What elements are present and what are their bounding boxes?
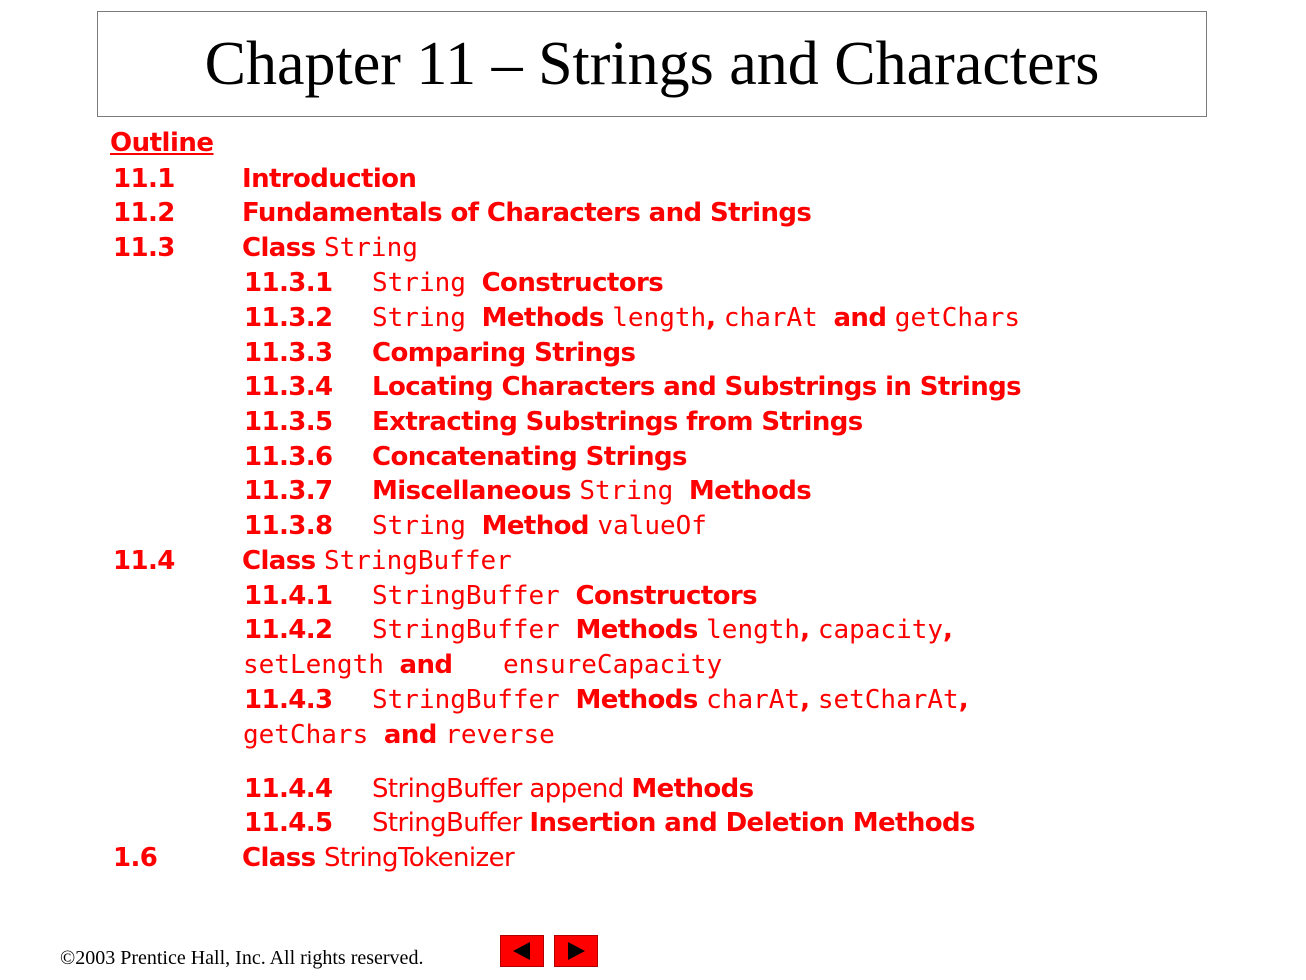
section-number: 11.3 bbox=[113, 233, 175, 263]
slide-title: Chapter 11 – Strings and Characters bbox=[204, 29, 1100, 98]
plain-text: StringBuffer bbox=[372, 808, 530, 838]
section-number: 11.3.1 bbox=[244, 268, 333, 298]
section-number: 11.4 bbox=[113, 546, 175, 576]
section-number: 11.2 bbox=[113, 198, 175, 228]
section-text: and bbox=[383, 720, 446, 750]
code-text: StringBuffer bbox=[372, 615, 576, 645]
section-number: 11.3.2 bbox=[244, 303, 333, 333]
section-number: 11.1 bbox=[113, 164, 175, 194]
section-text: Methods bbox=[481, 303, 613, 333]
code-text: StringBuffer bbox=[323, 546, 512, 576]
triangle-left-icon bbox=[501, 936, 543, 966]
code-text: StringBuffer bbox=[372, 581, 576, 611]
code-text: String bbox=[372, 511, 482, 541]
section-text: Constructors bbox=[481, 268, 664, 298]
copyright-footer: ©2003 Prentice Hall, Inc. All rights reserved. bbox=[60, 947, 424, 969]
section-number: 11.4.1 bbox=[244, 581, 333, 611]
triangle-right-icon bbox=[555, 936, 597, 966]
section-number: 11.4.5 bbox=[244, 808, 333, 838]
section-number: 11.4.4 bbox=[244, 774, 333, 804]
prev-slide-button[interactable] bbox=[500, 935, 544, 967]
code-text: length bbox=[706, 615, 801, 645]
section-text: , bbox=[706, 303, 724, 333]
code-text: reverse bbox=[445, 720, 555, 750]
plain-text: StringBuffer append bbox=[372, 774, 632, 804]
code-text: charAt bbox=[706, 685, 801, 715]
code-text: setCharAt bbox=[817, 685, 959, 715]
next-slide-button[interactable] bbox=[554, 935, 598, 967]
section-text: , bbox=[958, 685, 968, 715]
section-number: 11.4.2 bbox=[244, 615, 333, 645]
section-text: , bbox=[800, 685, 818, 715]
section-text: Insertion and Deletion Methods bbox=[529, 808, 975, 838]
section-text: Methods bbox=[631, 774, 754, 804]
section-text: Class bbox=[242, 233, 324, 263]
section-number: 11.3.4 bbox=[244, 372, 333, 402]
section-text: Methods bbox=[575, 615, 707, 645]
section-number: 1.6 bbox=[113, 843, 158, 873]
code-text: capacity bbox=[817, 615, 944, 645]
code-text: StringBuffer bbox=[372, 685, 576, 715]
code-text: String bbox=[579, 476, 689, 506]
section-text: and bbox=[399, 650, 453, 680]
code-text: String bbox=[323, 233, 418, 263]
title-box bbox=[97, 11, 1207, 117]
section-number: 11.3.6 bbox=[244, 442, 333, 472]
section-number: 11.3.3 bbox=[244, 338, 333, 368]
section-text: and bbox=[833, 303, 895, 333]
section-text: Constructors bbox=[575, 581, 757, 611]
section-text: , bbox=[800, 615, 818, 645]
section-title: Concatenating Strings bbox=[372, 442, 687, 472]
code-text: String bbox=[372, 303, 482, 333]
section-text: Method bbox=[481, 511, 598, 541]
section-text: Miscellaneous bbox=[372, 476, 580, 506]
section-number: 11.3.5 bbox=[244, 407, 333, 437]
section-number: 11.4.3 bbox=[244, 685, 333, 715]
code-text: valueOf bbox=[597, 511, 707, 541]
section-text: Class bbox=[242, 843, 324, 873]
section-title: Extracting Substrings from Strings bbox=[372, 407, 863, 437]
section-number: 11.3.8 bbox=[244, 511, 333, 541]
section-title: Fundamentals of Characters and Strings bbox=[242, 198, 812, 228]
outline-label[interactable]: Outline bbox=[110, 128, 214, 158]
code-text: charAt bbox=[723, 303, 834, 333]
code-text: setLength bbox=[243, 650, 400, 680]
code-text: String bbox=[372, 268, 482, 298]
code-text: getChars bbox=[243, 720, 384, 750]
plain-text: StringTokenizer bbox=[323, 843, 515, 873]
code-text: length bbox=[612, 303, 707, 333]
section-text: Class bbox=[242, 546, 324, 576]
section-number: 11.3.7 bbox=[244, 476, 333, 506]
code-text: ensureCapacity bbox=[503, 650, 723, 680]
code-text: getChars bbox=[894, 303, 1021, 333]
section-title: Comparing Strings bbox=[372, 338, 636, 368]
section-text: Methods bbox=[688, 476, 812, 506]
section-title: Introduction bbox=[242, 164, 417, 194]
section-text: , bbox=[943, 615, 953, 645]
section-title: Locating Characters and Substrings in Strings bbox=[372, 372, 1022, 402]
section-text: Methods bbox=[575, 685, 707, 715]
